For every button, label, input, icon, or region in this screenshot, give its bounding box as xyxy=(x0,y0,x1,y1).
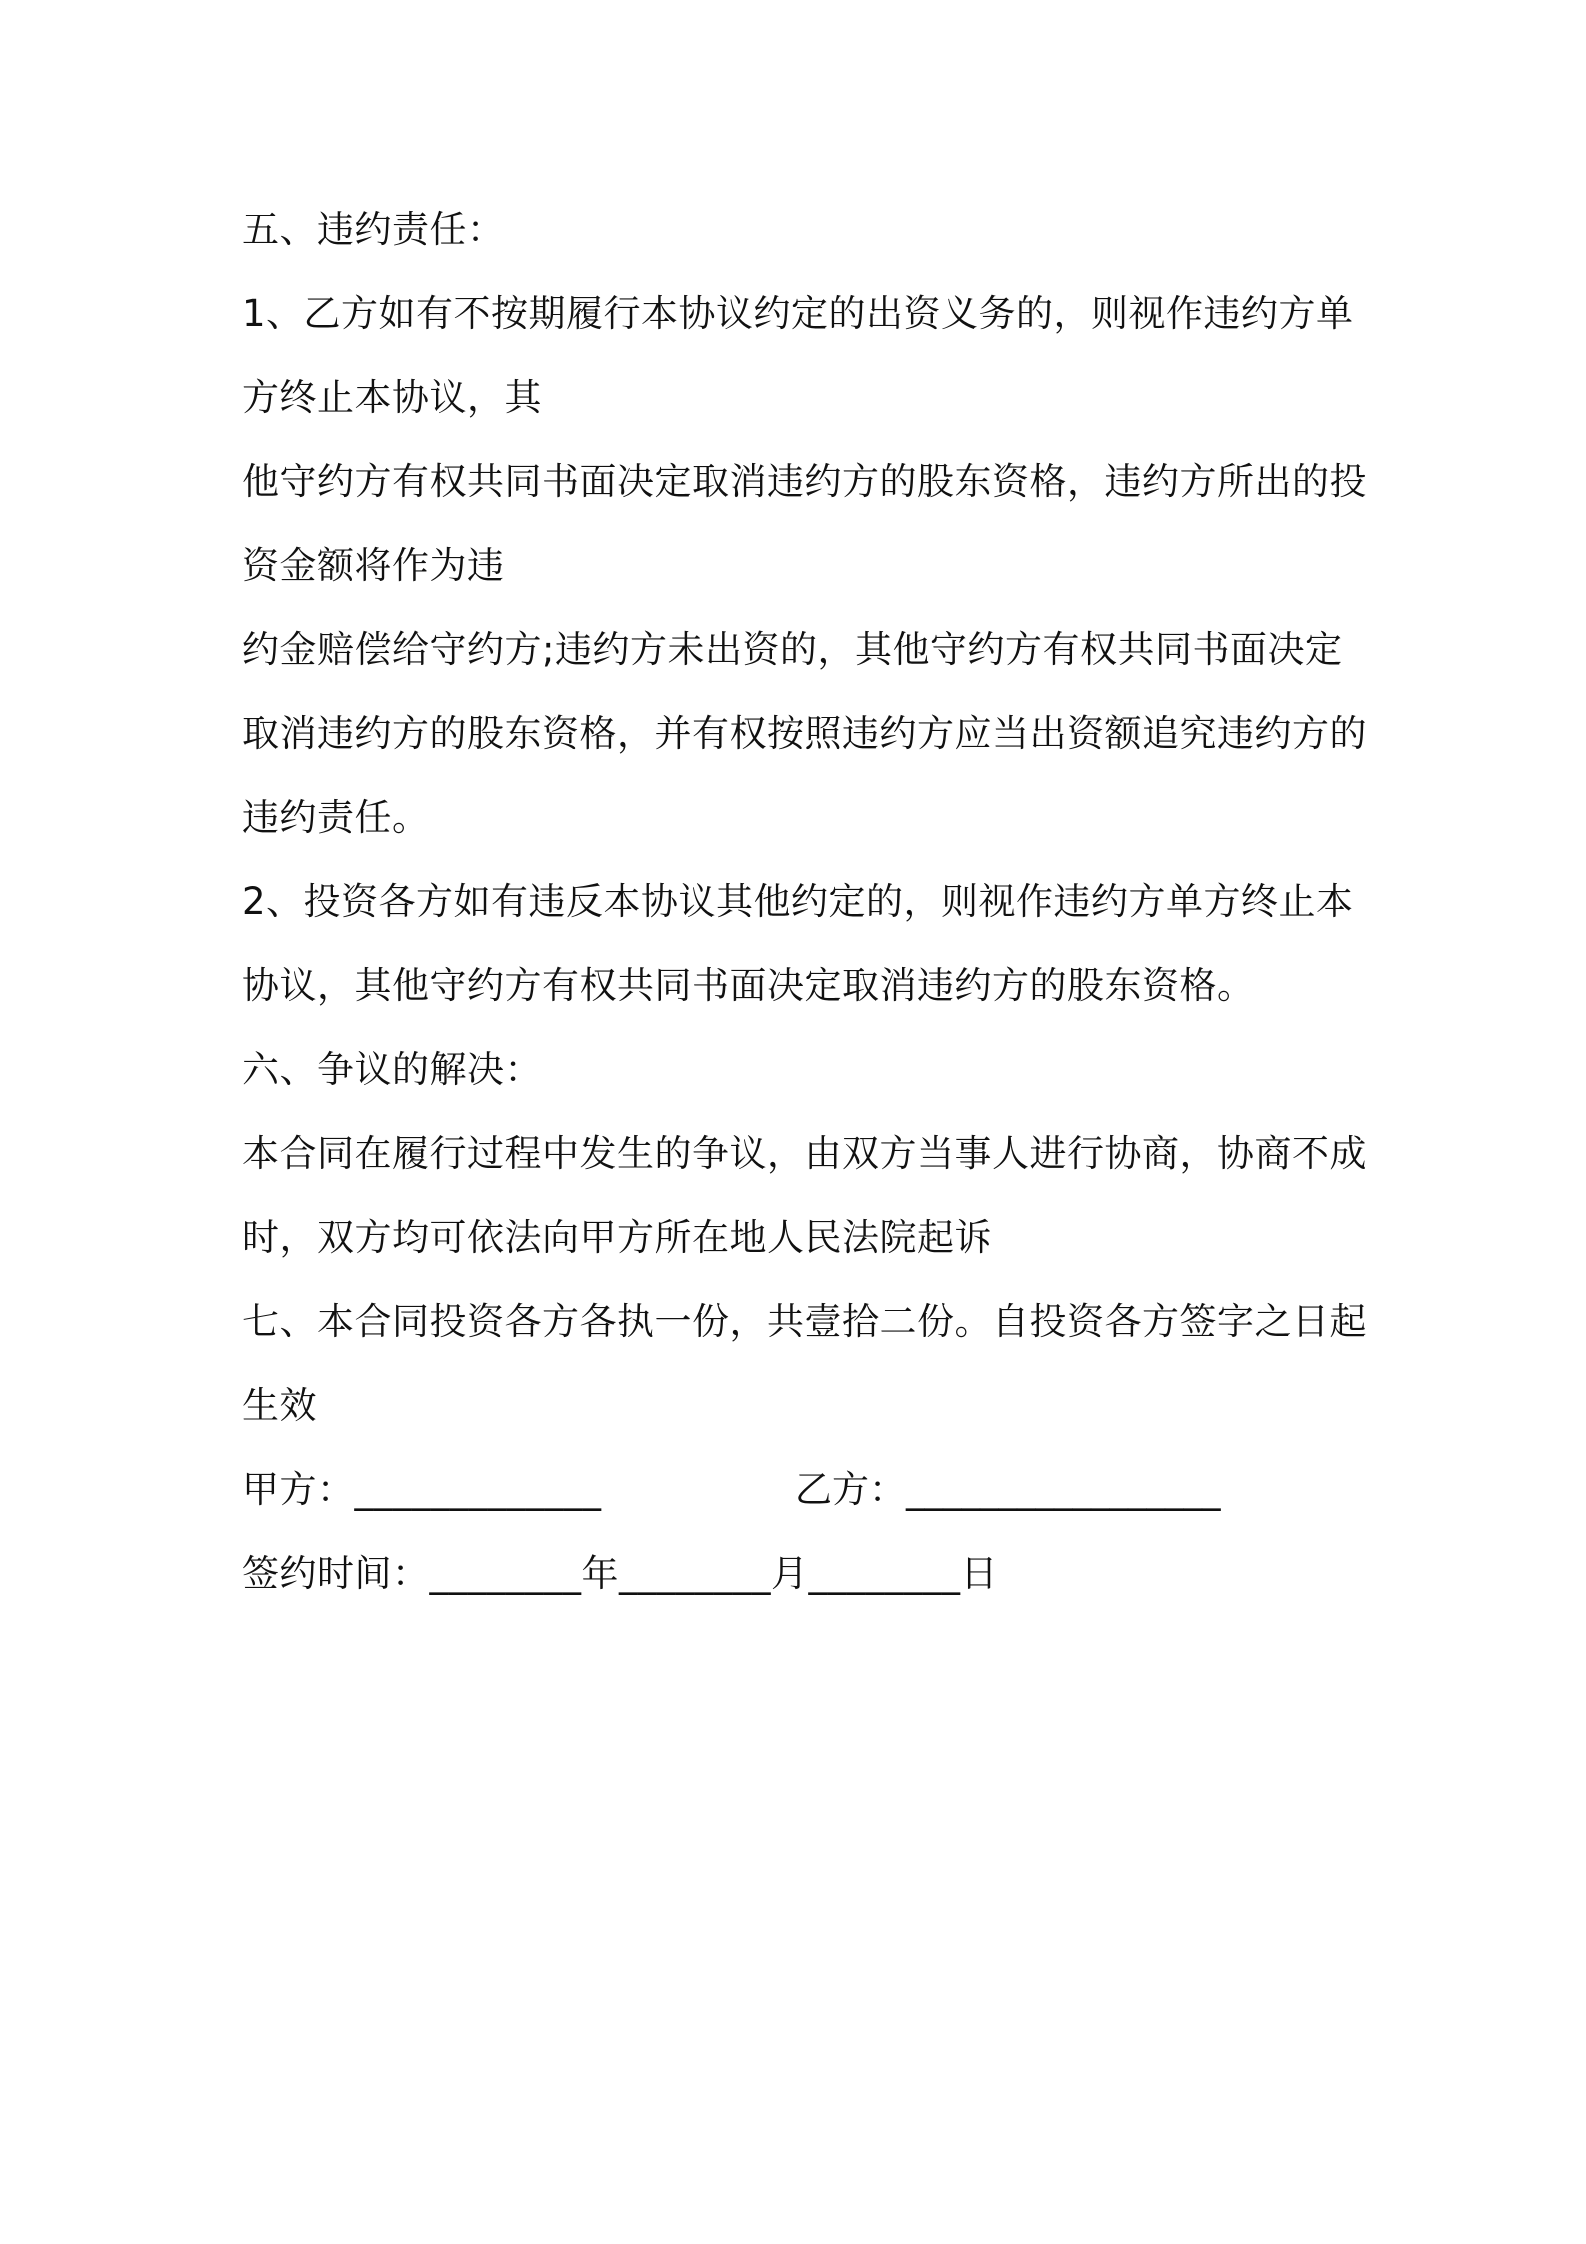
section-6-heading: 六、争议的解决： xyxy=(242,1048,542,1091)
paragraph-line: 资金额将作为违 xyxy=(242,544,505,587)
section-7-line: 七、本合同投资各方各执一份，共壹拾二份。自投资各方签字之日起 xyxy=(242,1300,1367,1343)
paragraph-line: 约金赔偿给守约方;违约方未出资的，其他守约方有权共同书面决定 xyxy=(242,628,1343,671)
paragraph-line: 他守约方有权共同书面决定取消违约方的股东资格，违约方所出的投 xyxy=(242,460,1367,503)
party-a-signature: 甲方：_____________ xyxy=(242,1468,602,1511)
party-b-signature: 乙方：_________________ xyxy=(795,1468,1221,1511)
paragraph-line: 取消违约方的股东资格，并有权按照违约方应当出资额追究违约方的 xyxy=(242,712,1367,755)
section-5-heading: 五、违约责任： xyxy=(242,208,505,251)
paragraph-line: 生效 xyxy=(242,1384,317,1427)
paragraph-line: 时，双方均可依法向甲方所在地人民法院起诉 xyxy=(242,1216,992,1259)
paragraph-line: 1、乙方如有不按期履行本协议约定的出资义务的，则视作违约方单 xyxy=(242,292,1354,335)
paragraph-line: 本合同在履行过程中发生的争议，由双方当事人进行协商，协商不成 xyxy=(242,1132,1367,1175)
paragraph-line: 违约责任。 xyxy=(242,796,430,839)
signing-date: 签约时间：________年________月________日 xyxy=(242,1552,998,1595)
paragraph-line: 2、投资各方如有违反本协议其他约定的，则视作违约方单方终止本 xyxy=(242,880,1354,923)
paragraph-line: 方终止本协议，其 xyxy=(242,376,542,419)
paragraph-line: 协议，其他守约方有权共同书面决定取消违约方的股东资格。 xyxy=(242,964,1255,1007)
